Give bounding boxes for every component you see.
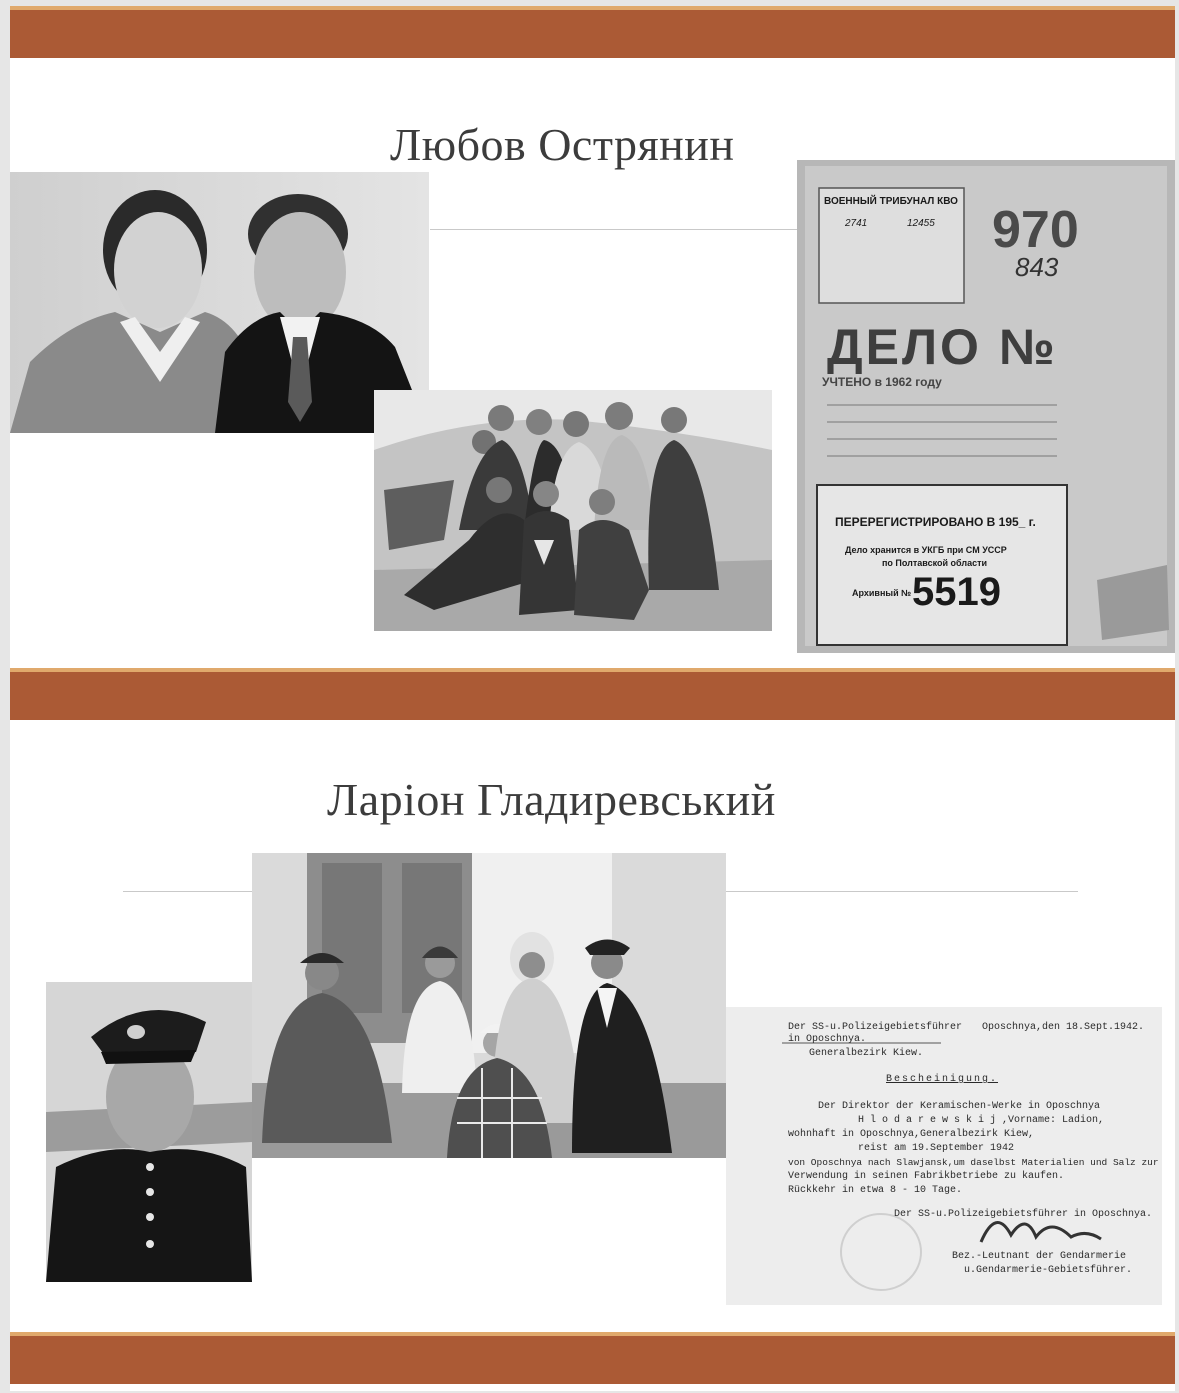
kept-at-line2: по Полтавской области [882, 558, 988, 568]
doc-line2: H l o d a r e w s k i j ,Vorname: Ladion, [858, 1115, 1105, 1126]
family-photo [252, 853, 726, 1158]
doc-sign-1: Der SS-u.Polizeigebietsführer in Oposchnya. [894, 1209, 1153, 1220]
doc-header-left-1: Der SS-u.Polizeigebietsführer [788, 1022, 963, 1033]
doc-header-right: Oposchnya,den 18.Sept.1942. [982, 1022, 1145, 1033]
slide2-title: Ларіон Гладиревський [327, 774, 776, 825]
slide1-title-rule [430, 229, 800, 230]
reregistered-label: ПЕРЕРЕГИСТРИРОВАНО В 195_ г. [835, 515, 1036, 529]
man-in-cap-photo [46, 982, 252, 1282]
middle-band [10, 672, 1175, 720]
doc-line5: von Oposchnya nach Slawjansk,um daselbst Materialien und Salz zur [788, 1157, 1159, 1168]
case-date: 12455 [907, 218, 935, 229]
case-file-document [797, 160, 1175, 653]
archive-label: Архивный № [852, 588, 912, 598]
delo-label: ДЕЛО № [827, 319, 1058, 375]
doc-header-left-2: in Oposchnya. [788, 1034, 867, 1045]
tribunal-label: ВОЕННЫЙ ТРИБУНАЛ КВО [824, 196, 958, 207]
doc-line1: Der Direktor der Keramischen-Werke in Oposchnya [818, 1101, 1101, 1112]
case-number: 2741 [845, 218, 868, 229]
archive-number: 5519 [912, 570, 1001, 614]
doc-header-left-3: Generalbezirk Kiew. [809, 1048, 924, 1059]
slide1-title: Любов Острянин [390, 119, 735, 170]
doc-sign-3: u.Gendarmerie-Gebietsführer. [964, 1265, 1133, 1276]
top-band [10, 10, 1175, 58]
doc-line7: Rückkehr in etwa 8 - 10 Tage. [788, 1185, 963, 1196]
doc-line6: Verwendung in seinen Fabrikbetriebe zu kaufen. [788, 1171, 1065, 1182]
handwritten-number: 843 [1015, 252, 1059, 282]
kept-at-line1: Дело хранится в УКГБ при СМ УССР [845, 545, 1007, 555]
stamp-code: 970 [992, 201, 1079, 259]
german-certificate-document [726, 1007, 1162, 1305]
doc-sign-2: Bez.-Leutnant der Gendarmerie [952, 1251, 1127, 1262]
group-women-photo [374, 390, 772, 631]
bottom-band [10, 1336, 1175, 1384]
doc-line3: wohnhaft in Oposchnya,Generalbezirk Kiew, [788, 1129, 1035, 1140]
signature-mark [976, 1217, 1096, 1247]
doc-line4: reist am 19.September 1942 [858, 1143, 1015, 1154]
doc-heading: Bescheinigung. [886, 1074, 999, 1085]
couple-portrait-photo [10, 172, 429, 433]
uchteno-label: УЧТЕНО в 1962 году [822, 375, 942, 389]
